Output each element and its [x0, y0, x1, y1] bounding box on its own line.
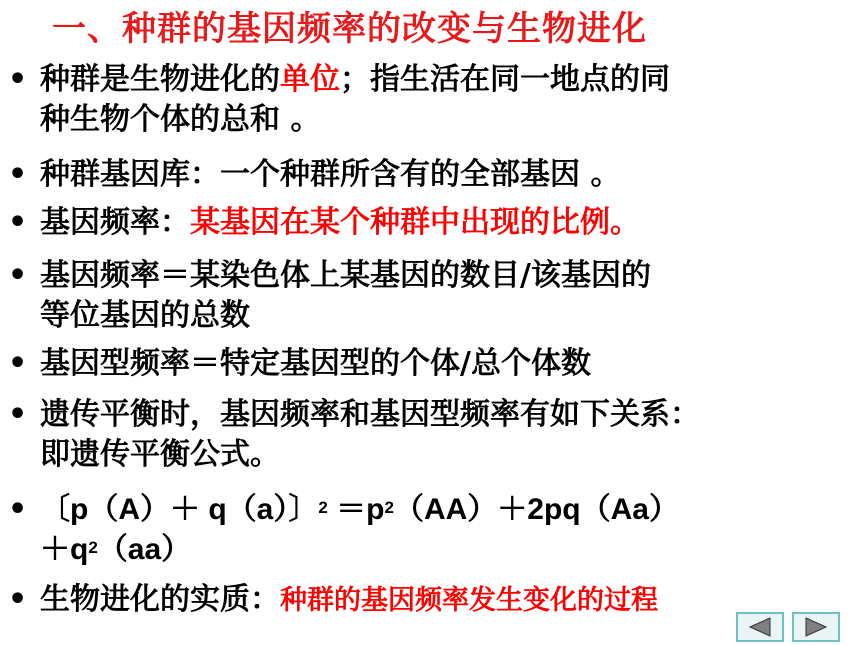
formula-part: ＋q: [40, 533, 89, 566]
list-item: [0, 395, 860, 475]
formula-part: （AA）＋2pq（Aa）: [393, 493, 679, 526]
item-text: [40, 344, 855, 384]
list-item: [0, 580, 860, 620]
item-text-part: ；指生活在同一地点的同: [340, 62, 670, 97]
item-text-line: 基因型频率＝特定基因型的个体/总个体数: [40, 346, 591, 381]
superscript: 2: [318, 498, 328, 517]
formula-part: （aa）: [97, 533, 192, 566]
arrow-left-icon: [738, 614, 782, 640]
item-text: [40, 580, 855, 620]
bullet: •: [8, 157, 28, 192]
item-text-part: 基因频率：: [40, 205, 190, 240]
item-text: [40, 395, 855, 475]
next-slide-button[interactable]: [792, 612, 840, 642]
list-item: [0, 60, 860, 140]
highlight-text: 种群的基因频率发生变化的过程: [280, 585, 658, 616]
bullet: •: [8, 258, 28, 293]
item-text: [40, 256, 855, 336]
item-text-line: 遗传平衡时，基因频率和基因型频率有如下关系：: [40, 397, 700, 432]
item-text-line: 种生物个体的总和 。: [40, 102, 321, 137]
arrow-right-icon: [794, 614, 838, 640]
superscript: 2: [384, 498, 394, 517]
item-text: [40, 60, 855, 140]
bullet: •: [8, 346, 28, 381]
item-text: [40, 155, 855, 195]
list-item: [0, 490, 860, 570]
superscript: 2: [88, 538, 98, 557]
list-item: [0, 256, 860, 336]
item-text-part: 种群是生物进化的: [40, 62, 280, 97]
list-item: [0, 344, 860, 384]
bullet: •: [8, 492, 28, 527]
highlight-text: 某基因在某个种群中出现的比例。: [190, 205, 640, 240]
bullet: •: [8, 62, 28, 97]
slide-title: 一、种群的基因频率的改变与生物进化: [52, 9, 647, 49]
prev-slide-button[interactable]: [736, 612, 784, 642]
list-item: [0, 155, 860, 195]
item-text-line: 种群基因库：一个种群所含有的全部基因 。: [40, 157, 621, 192]
item-text: [40, 203, 855, 243]
item-text-part: 生物进化的实质：: [40, 582, 280, 617]
item-text-line: 即遗传平衡公式。: [40, 437, 280, 472]
bullet: •: [8, 397, 28, 432]
formula-part: 〔p（A）＋ q（a）〕: [40, 493, 319, 526]
list-item: [0, 203, 860, 243]
formula-text: [40, 490, 855, 570]
item-text-line: 等位基因的总数: [40, 298, 250, 333]
item-text-line: 基因频率＝某染色体上某基因的数目/该基因的: [40, 258, 651, 293]
bullet: •: [8, 582, 28, 617]
bullet: •: [8, 205, 28, 240]
highlight-text: 单位: [280, 62, 340, 97]
formula-part: ＝p: [327, 493, 385, 526]
